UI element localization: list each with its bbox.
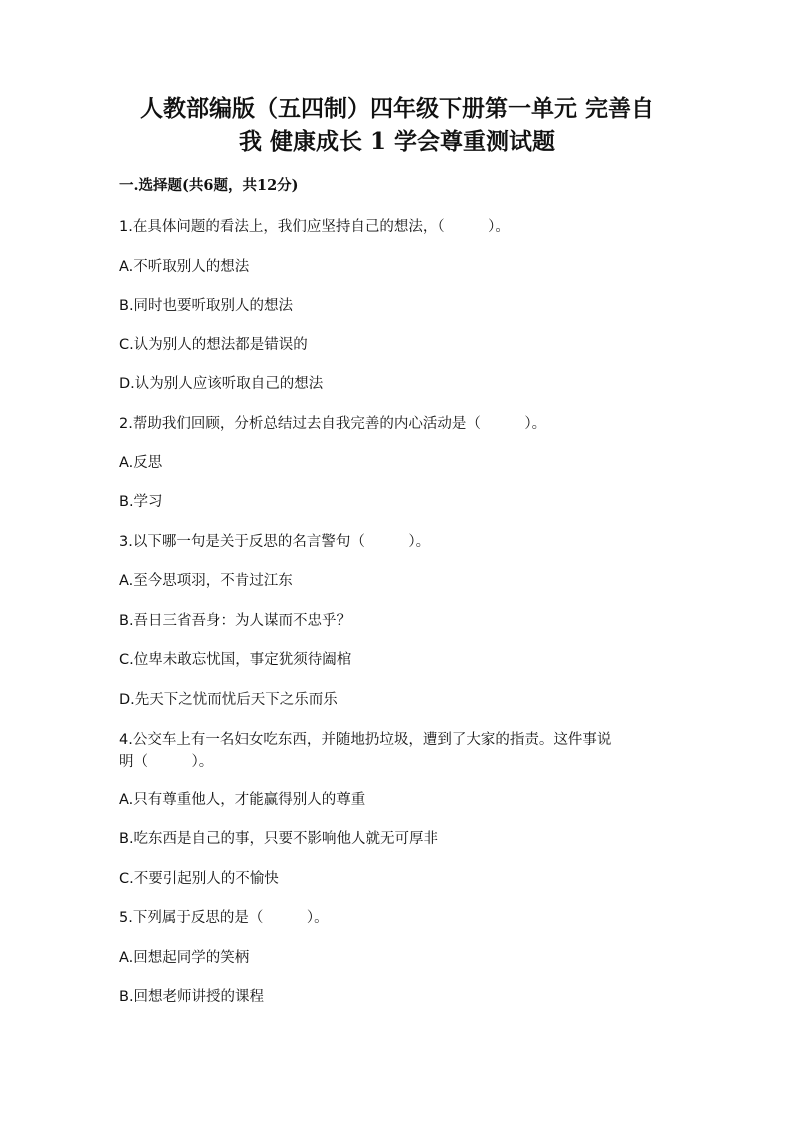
question-5-option-b: B.回想老师讲授的课程	[119, 989, 265, 1005]
question-4-line-2: 明（ ）。	[119, 754, 214, 770]
question-5-option-a: A.回想起同学的笑柄	[119, 950, 250, 966]
question-1-option-b: B.同时也要听取别人的想法	[119, 298, 294, 314]
question-4-option-a: A.只有尊重他人，才能赢得别人的尊重	[119, 792, 366, 808]
title-line-1: 人教部编版（五四制）四年级下册第一单元 完善自	[139, 95, 654, 122]
question-3: 3.以下哪一句是关于反思的名言警句（ ）。	[119, 534, 431, 550]
section-heading: 一.选择题(共6题，共12分)	[119, 177, 299, 194]
question-1: 1.在具体问题的看法上，我们应坚持自己的想法，（ ）。	[119, 219, 510, 235]
title-line-2: 我 健康成长 1 学会尊重测试题	[238, 128, 556, 155]
question-2: 2.帮助我们回顾，分析总结过去自我完善的内心活动是（ ）。	[119, 416, 547, 432]
question-1-option-d: D.认为别人应该听取自己的想法	[119, 376, 324, 392]
question-1-option-c: C.认为别人的想法都是错误的	[119, 337, 308, 353]
question-5: 5.下列属于反思的是（ ）。	[119, 910, 329, 926]
question-3-option-c: C.位卑未敢忘忧国，事定犹须待阖棺	[119, 652, 352, 668]
question-3-option-b: B.吾日三省吾身：为人谋而不忠乎？	[119, 613, 352, 629]
question-4-option-c: C.不要引起别人的不愉快	[119, 871, 279, 887]
question-4-option-b: B.吃东西是自己的事，只要不影响他人就无可厚非	[119, 831, 439, 847]
question-3-option-a: A.至今思项羽，不肯过江东	[119, 573, 293, 589]
question-2-option-a: A.反思	[119, 455, 163, 471]
question-4-line-1: 4.公交车上有一名妇女吃东西，并随地扔垃圾，遭到了大家的指责。这件事说	[119, 732, 612, 748]
question-2-option-b: B.学习	[119, 494, 163, 510]
page-title	[110, 92, 684, 158]
question-3-option-d: D.先天下之忧而忧后天下之乐而乐	[119, 692, 338, 708]
question-1-option-a: A.不听取别人的想法	[119, 259, 250, 275]
